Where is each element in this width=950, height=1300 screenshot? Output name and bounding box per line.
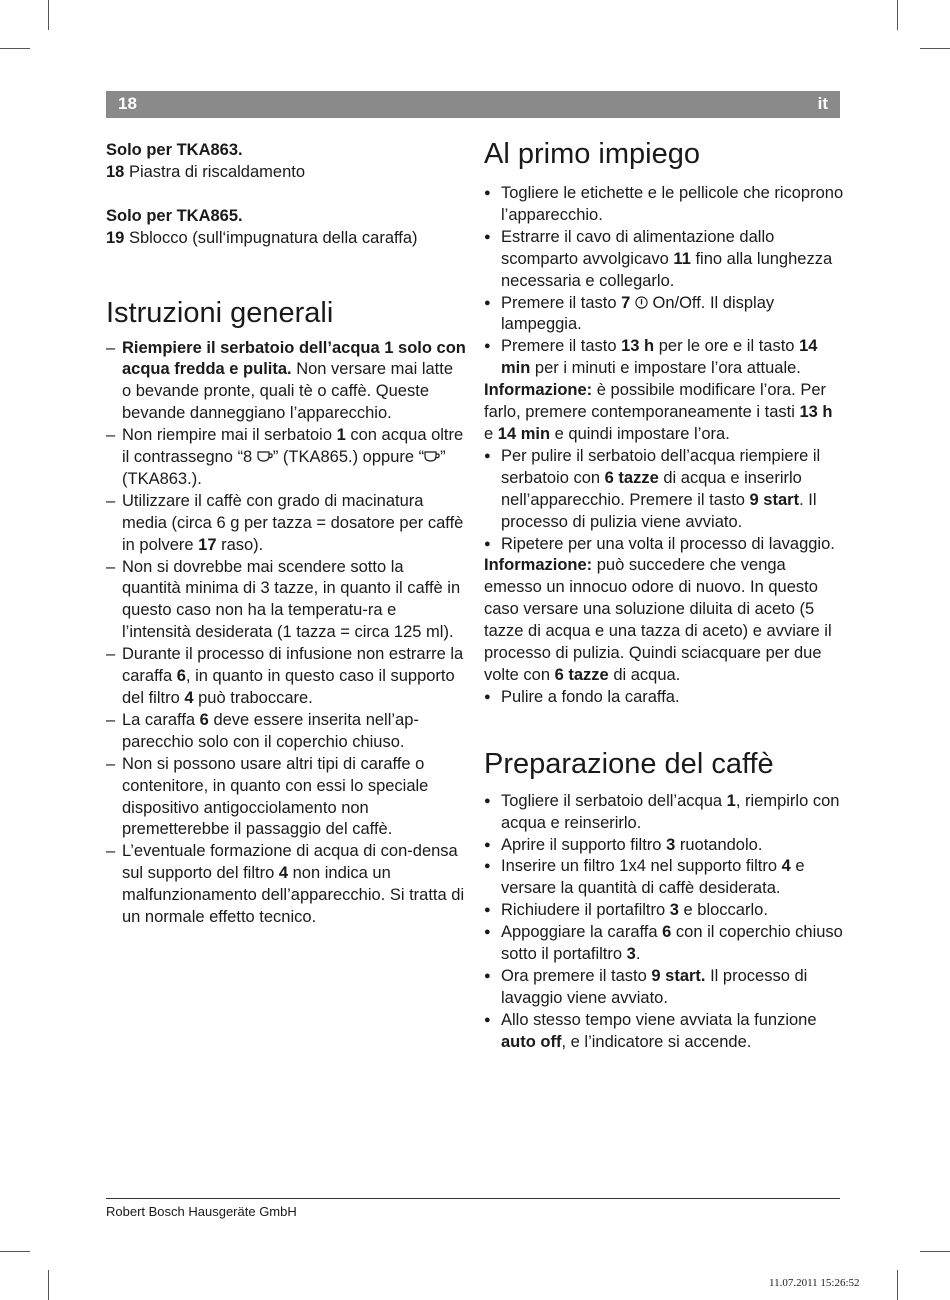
first-use-list: [484, 183, 844, 380]
language-code: it: [817, 94, 828, 113]
cup-icon: [257, 450, 273, 463]
tka863-part-text: Piastra di riscaldamento: [124, 162, 306, 181]
info-note: Informazione: è possibile modificare l’ora. Per farlo, premere contemporaneamente i tasti 13 h e 14 min e quindi impostare l’ora.: [484, 381, 833, 443]
list-item: ● Ripetere per una volta il processo di lavaggio.: [484, 534, 844, 556]
cleaning-list: [484, 446, 844, 556]
list-item: ● Togliere le etichette e le pellicole che ricoprono l’apparecchio.: [484, 183, 844, 227]
right-column: [484, 137, 844, 1054]
crop-mark: [920, 48, 950, 49]
page-header-bar: [106, 91, 840, 118]
crop-mark: [920, 1251, 950, 1252]
tka865-part-text: Sblocco (sull‘impugnatura della caraffa): [124, 228, 418, 247]
carafe-cleaning-list: [484, 687, 844, 709]
crop-mark: [897, 0, 898, 30]
crop-mark: [48, 0, 49, 30]
list-item: – Non riempire mai il serbatoio 1 con acqua oltre il contrassegno “8 ” (TKA865.) oppure “ ” (TKA863.).: [106, 425, 466, 491]
left-column: [106, 140, 466, 929]
list-item: ● Premere il tasto 7 On/Off. Il display lampeggia.: [484, 293, 844, 337]
tka863-part-number: 18: [106, 162, 125, 181]
footer-divider: [106, 1198, 840, 1199]
section-heading-coffee-prep: Preparazione del caffè: [484, 747, 774, 780]
crop-mark: [0, 48, 30, 49]
list-item: ● Appoggiare la caraffa 6 con il coperchio chiuso sotto il portafiltro 3.: [484, 922, 844, 966]
list-item: ● Pulire a fondo la caraffa.: [484, 687, 844, 709]
list-item: ● Premere il tasto 13 h per le ore e il tasto 14 min per i minuti e impostare l’ora attuale.: [484, 336, 844, 380]
power-icon: [635, 296, 648, 309]
list-item: – Utilizzare il caffè con grado di macinatura media (circa 6 g per tazza = dosatore per caffè in polvere 17 raso).: [106, 491, 466, 557]
list-item: – Riempiere il serbatoio dell’acqua 1 solo con acqua fredda e pulita. Non versare mai latte o bevande pronte, quali tè o caffè. Queste bevande danneggiano l’apparecchio.: [106, 338, 466, 426]
list-item: ● Estrarre il cavo di alimentazione dallo scomparto avvolgicavo 11 fino alla lunghezza necessaria e collegarlo.: [484, 227, 844, 293]
coffee-prep-list: [484, 791, 844, 1054]
list-item: – Non si possono usare altri tipi di caraffe o contenitore, in quanto con essi lo speciale dispositivo antigocciolamento non premetterebbe il passaggio del caffè.: [106, 754, 466, 842]
list-item: ● Aprire il supporto filtro 3 ruotandolo.: [484, 835, 844, 857]
general-instructions-list: [106, 338, 466, 929]
list-item: ● Richiudere il portafiltro 3 e bloccarlo.: [484, 900, 844, 922]
tka863-note: [106, 140, 466, 184]
list-item: ● Togliere il serbatoio dell’acqua 1, riempirlo con acqua e reinserirlo.: [484, 791, 844, 835]
list-item: ● Per pulire il serbatoio dell’acqua riempiere il serbatoio con 6 tazze di acqua e inserirlo nell’apparecchio. Premere il tasto 9 start. Il processo di pulizia viene avviato.: [484, 446, 844, 534]
list-item: ● Allo stesso tempo viene avviata la funzione auto off, e l’indicatore si accende.: [484, 1010, 844, 1054]
print-timestamp: 11.07.2011 15:26:52: [769, 1277, 860, 1289]
tka865-note: [106, 206, 466, 250]
list-item: – Durante il processo di infusione non estrarre la caraffa 6, in quanto in questo caso il supporto del filtro 4 può traboccare.: [106, 644, 466, 710]
section-heading-general: Istruzioni generali: [106, 296, 334, 329]
info-note: Informazione: può succedere che venga emesso un innocuo odore di nuovo. In questo caso versare una soluzione diluita di aceto (5 tazze di acqua e una tazza di aceto) e avviare il processo di pulizia. Quindi sciacquare per due volte con 6 tazze di acqua.: [484, 556, 832, 684]
list-item: – Non si dovrebbe mai scendere sotto la quantità minima di 3 tazze, in quanto il caffè in questo caso non ha la temperatu-ra e l’intensità desiderata (1 tazza = circa 125 ml).: [106, 557, 466, 645]
list-item: – La caraffa 6 deve essere inserita nell’ap-parecchio solo con il coperchio chiuso.: [106, 710, 466, 754]
list-item: – L’eventuale formazione di acqua di con-densa sul supporto del filtro 4 non indica un malfunzionamento dell’apparecchio. Si tratta di un normale effetto tecnico.: [106, 841, 466, 929]
crop-mark: [897, 1270, 898, 1300]
tka865-title: Solo per TKA865.: [106, 206, 243, 225]
tka863-title: Solo per TKA863.: [106, 141, 243, 159]
footer-company: Robert Bosch Hausgeräte GmbH: [106, 1204, 297, 1219]
list-item: ● Ora premere il tasto 9 start. Il processo di lavaggio viene avviato.: [484, 966, 844, 1010]
page-number: 18: [118, 94, 137, 113]
crop-mark: [0, 1251, 30, 1252]
section-heading-first-use: Al primo impiego: [484, 138, 700, 170]
crop-mark: [48, 1270, 49, 1300]
cup-icon: [424, 450, 440, 463]
tka865-part-number: 19: [106, 228, 125, 247]
list-item: ● Inserire un filtro 1x4 nel supporto filtro 4 e versare la quantità di caffè desiderata.: [484, 856, 844, 900]
